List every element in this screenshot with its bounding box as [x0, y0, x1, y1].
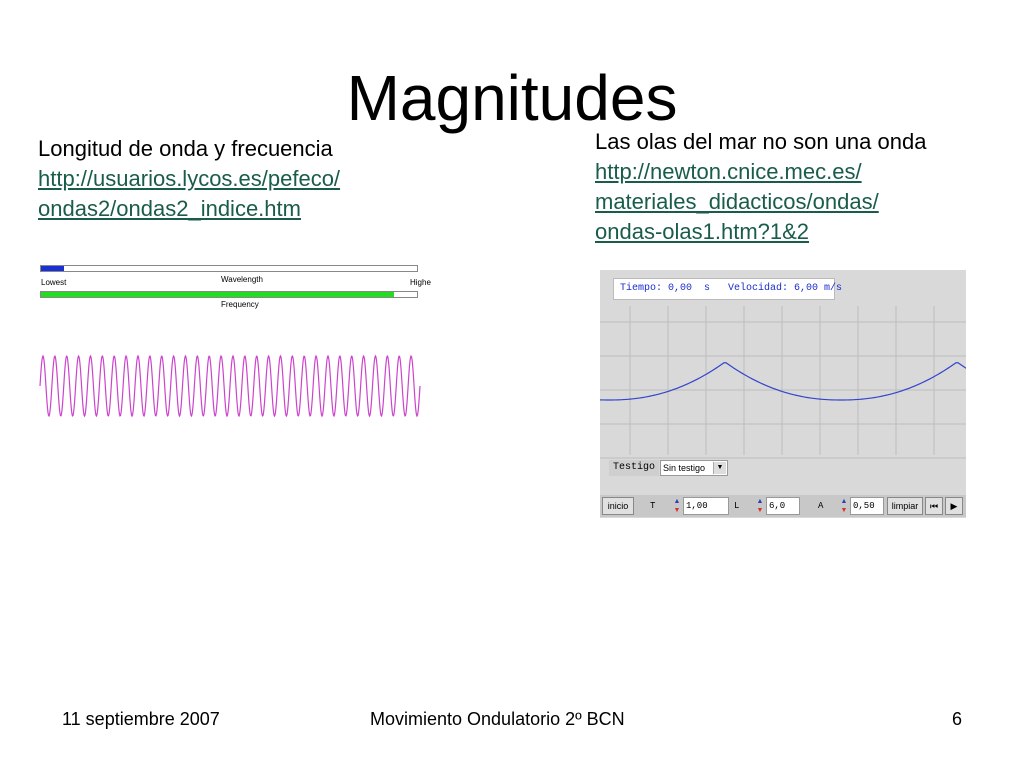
t-field[interactable]: 1,00	[683, 497, 729, 515]
t-label: T	[650, 501, 656, 511]
lycos-link[interactable]	[38, 164, 418, 224]
l-spinner[interactable]	[755, 497, 765, 515]
rewind-icon[interactable]: ⏮	[925, 497, 943, 515]
a-field[interactable]: 0,50	[850, 497, 884, 515]
footer-course: Movimiento Ondulatorio 2º BCN	[370, 709, 625, 729]
cnice-link[interactable]	[595, 157, 1015, 247]
cnice-link-line1[interactable]: http://newton.cnice.mec.es/	[595, 159, 862, 184]
l-field[interactable]: 6,0	[766, 497, 800, 515]
wavelength-slider-fill	[41, 266, 64, 271]
t-spinner[interactable]	[672, 497, 682, 515]
sine-wave-plot	[38, 350, 433, 430]
wavelength-label: Wavelength	[221, 275, 263, 284]
inicio-button[interactable]: inicio	[602, 497, 634, 515]
highest-label: Highe	[410, 278, 431, 287]
play-icon[interactable]: ▶	[945, 497, 963, 515]
sea-waves-applet	[600, 270, 966, 518]
lowest-label: Lowest	[41, 278, 67, 287]
frequency-slider-fill	[41, 292, 394, 297]
sea-wave-plot	[600, 270, 966, 492]
sea-wave-line	[600, 363, 966, 400]
a-spinner[interactable]	[839, 497, 849, 515]
testigo-select[interactable]	[660, 460, 728, 476]
wavelength-frequency-block	[38, 134, 418, 224]
a-up-icon[interactable]: ▲	[840, 498, 848, 505]
frequency-label: Frequency	[221, 300, 259, 309]
frequency-slider[interactable]	[40, 291, 418, 298]
sine-wave-line	[40, 356, 420, 416]
page-number: 6	[952, 709, 963, 729]
limpiar-button[interactable]: limpiar	[887, 497, 923, 515]
wavelength-heading: Longitud de onda y frecuencia	[38, 136, 333, 161]
l-label: L	[734, 501, 740, 511]
lycos-link-line2[interactable]: ondas2/ondas2_indice.htm	[38, 196, 301, 221]
lycos-link-line1[interactable]: http://usuarios.lycos.es/pefeco/	[38, 166, 341, 191]
cnice-link-line2[interactable]: materiales_didacticos/ondas/	[595, 189, 879, 214]
a-label: A	[818, 501, 824, 511]
testigo-select-value: Sin testigo	[663, 463, 706, 473]
chevron-down-icon[interactable]: ▼	[713, 462, 726, 474]
time-velocity-readout: Tiempo: 0,00 s Velocidad: 6,00 m/s	[613, 278, 835, 300]
sea-waves-heading: Las olas del mar no son una onda	[595, 129, 927, 154]
t-down-icon[interactable]: ▼	[673, 507, 681, 514]
cnice-link-line3[interactable]: ondas-olas1.htm?1&2	[595, 219, 810, 244]
testigo-label: Testigo	[609, 460, 659, 476]
t-up-icon[interactable]: ▲	[673, 498, 681, 505]
slide-title: Magnitudes	[346, 62, 678, 134]
sea-waves-block	[595, 127, 1015, 247]
plot-grid	[600, 306, 966, 458]
l-down-icon[interactable]: ▼	[756, 507, 764, 514]
control-bar	[600, 495, 966, 517]
wavelength-slider[interactable]	[40, 265, 418, 272]
a-down-icon[interactable]: ▼	[840, 507, 848, 514]
l-up-icon[interactable]: ▲	[756, 498, 764, 505]
footer-date: 11 septiembre 2007	[62, 709, 220, 729]
wavelength-frequency-applet	[38, 258, 433, 428]
